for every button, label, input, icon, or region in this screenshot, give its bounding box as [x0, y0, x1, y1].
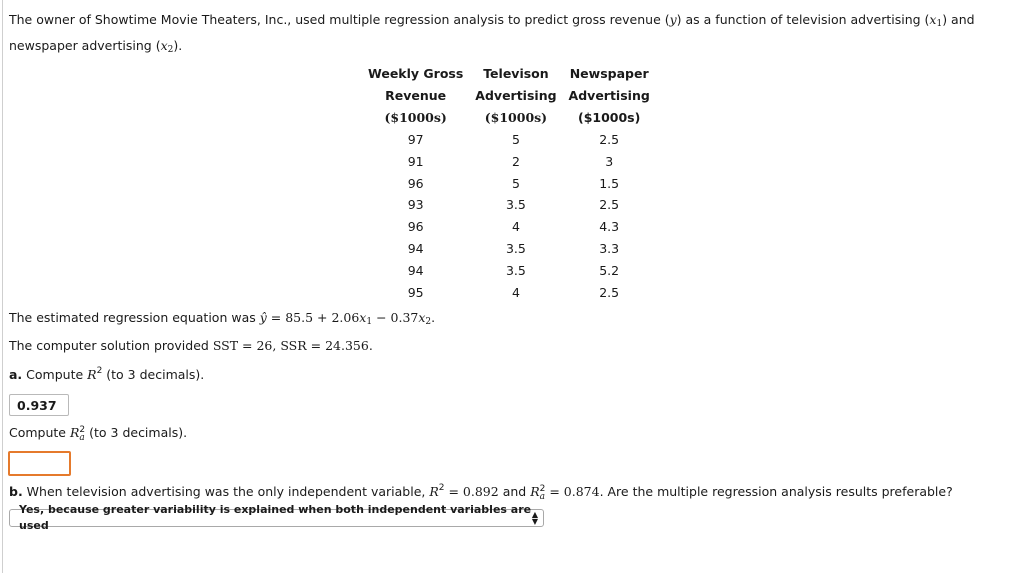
table-row: [362, 151, 656, 173]
data-table: [362, 63, 656, 303]
equation-end: .: [431, 310, 436, 325]
table-cell: 94: [407, 240, 424, 256]
table-cell: 2.5: [599, 132, 620, 147]
header-newspaper-advertising: Newspaper: [569, 66, 649, 81]
part-b-label: b.: [9, 484, 23, 499]
r-symbol: R: [429, 484, 439, 499]
table-row: [362, 238, 656, 260]
y-hat: ŷ: [259, 310, 267, 325]
var-y: y: [669, 12, 677, 27]
left-border: [2, 0, 3, 573]
r-subscript: a: [539, 492, 545, 502]
r-superscript: 2: [539, 484, 546, 494]
var-x1-sub: 1: [366, 317, 373, 327]
select-value: Yes, because greater variability is explained when both independent variables are used: [19, 503, 532, 532]
table-cell: 5.2: [599, 262, 620, 278]
arrow-up-icon: ▲: [531, 510, 538, 519]
var-x2-sub: 2: [425, 317, 432, 327]
var-x1: x: [359, 310, 367, 325]
problem-intro: [9, 9, 1009, 61]
var-x2-sub: 2: [167, 45, 174, 55]
equation-part: = 85.5 + 2.06: [266, 310, 360, 325]
table-cell: 3: [605, 153, 614, 169]
table-cell: 4.3: [599, 219, 620, 235]
table-cell: 95: [407, 284, 424, 300]
header-tv-advertising: Televison: [483, 66, 549, 81]
table-cell: 2: [511, 153, 520, 169]
table-cell: 2.5: [599, 197, 620, 213]
table-cell: 91: [407, 153, 424, 169]
sst-label: SST: [212, 338, 239, 353]
header-gross-revenue: Weekly Gross: [368, 66, 464, 81]
header-unit: ($1000s): [577, 110, 641, 125]
and-text: and: [498, 484, 531, 499]
table-cell: 3.5: [505, 240, 526, 256]
table-cell: 96: [407, 219, 424, 235]
regression-equation: [9, 310, 435, 327]
ssr-label: SSR: [280, 338, 307, 353]
var-x2: x: [160, 38, 168, 53]
equation-part: − 0.37: [372, 310, 419, 325]
part-b-question: [9, 483, 953, 501]
part-b-text: When television advertising was the only independent variable,: [22, 484, 430, 499]
table-cell: 3.5: [505, 262, 526, 278]
r-squared-answer[interactable]: 0.937: [9, 394, 69, 416]
adjusted-text: Compute: [9, 425, 70, 440]
ssr-value: = 24.356: [306, 338, 369, 353]
part-a-text: Compute: [22, 367, 88, 382]
table-row: [362, 194, 656, 216]
table-row: [362, 282, 656, 304]
table-row: [362, 260, 656, 282]
var-x1-sub: 1: [936, 19, 943, 29]
table-row: [362, 129, 656, 151]
table-cell: 5: [511, 175, 520, 191]
intro-text: ) and newspaper advertising (: [9, 12, 975, 53]
select-arrows-icon: [532, 511, 543, 525]
adjusted-r-squared-input[interactable]: [8, 451, 71, 476]
sst-value: = 26,: [238, 338, 281, 353]
equation-prefix: The estimated regression equation was: [9, 310, 260, 325]
intro-text: The owner of Showtime Movie Theaters, Inc., used multiple regression analysis to predict gross revenue (: [9, 12, 670, 27]
part-a-label: a.: [9, 367, 23, 382]
r-symbol: R: [87, 367, 97, 382]
part-a-question: [9, 366, 204, 382]
r-superscript: 2: [438, 483, 445, 493]
adjusted-r-squared-value: = 0.874: [545, 484, 600, 499]
computer-solution: [9, 338, 373, 353]
table-cell: 1.5: [599, 175, 620, 191]
r-subscript: a: [79, 433, 85, 443]
table-cell: 94: [407, 262, 424, 278]
r-symbol: R: [69, 425, 80, 440]
intro-text: ).: [173, 38, 183, 53]
header-cell: Revenue: [385, 88, 447, 103]
table-cell: 2.5: [599, 284, 620, 300]
r-superscript: 2: [79, 425, 86, 435]
header-unit: ($1000s): [384, 110, 447, 125]
table-row: [362, 216, 656, 238]
solution-end: .: [368, 338, 373, 353]
table-cell: 96: [407, 175, 424, 191]
preferable-select[interactable]: [9, 503, 544, 532]
header-cell: Advertising: [568, 88, 650, 103]
header-row: [362, 63, 656, 85]
header-unit: ($1000s): [484, 110, 548, 125]
table-cell: 4: [511, 219, 520, 235]
header-row: [362, 107, 656, 129]
table-cell: 4: [511, 284, 520, 300]
adjusted-suffix: (to 3 decimals).: [85, 425, 188, 440]
header-row: [362, 85, 656, 107]
table-cell: 93: [407, 197, 424, 213]
var-x1: x: [929, 12, 937, 27]
intro-text: ) as a function of television advertising (: [676, 12, 930, 27]
table-row: [362, 173, 656, 195]
table-cell: 5: [511, 132, 520, 147]
table-cell: 3.3: [599, 240, 620, 256]
solution-prefix: The computer solution provided: [9, 338, 213, 353]
r-superscript: 2: [96, 366, 103, 376]
arrow-down-icon: ▼: [531, 517, 538, 526]
var-x2: x: [418, 310, 426, 325]
table-cell: 3.5: [505, 197, 526, 213]
r-squared-value: = 0.892: [444, 484, 499, 499]
part-a-adjusted-question: [9, 425, 187, 442]
table-cell: 97: [407, 132, 424, 147]
part-a-suffix: (to 3 decimals).: [102, 367, 205, 382]
r-symbol: R: [530, 484, 540, 499]
part-b-text: . Are the multiple regression analysis results preferable?: [599, 484, 953, 499]
header-cell: Advertising: [475, 88, 557, 103]
